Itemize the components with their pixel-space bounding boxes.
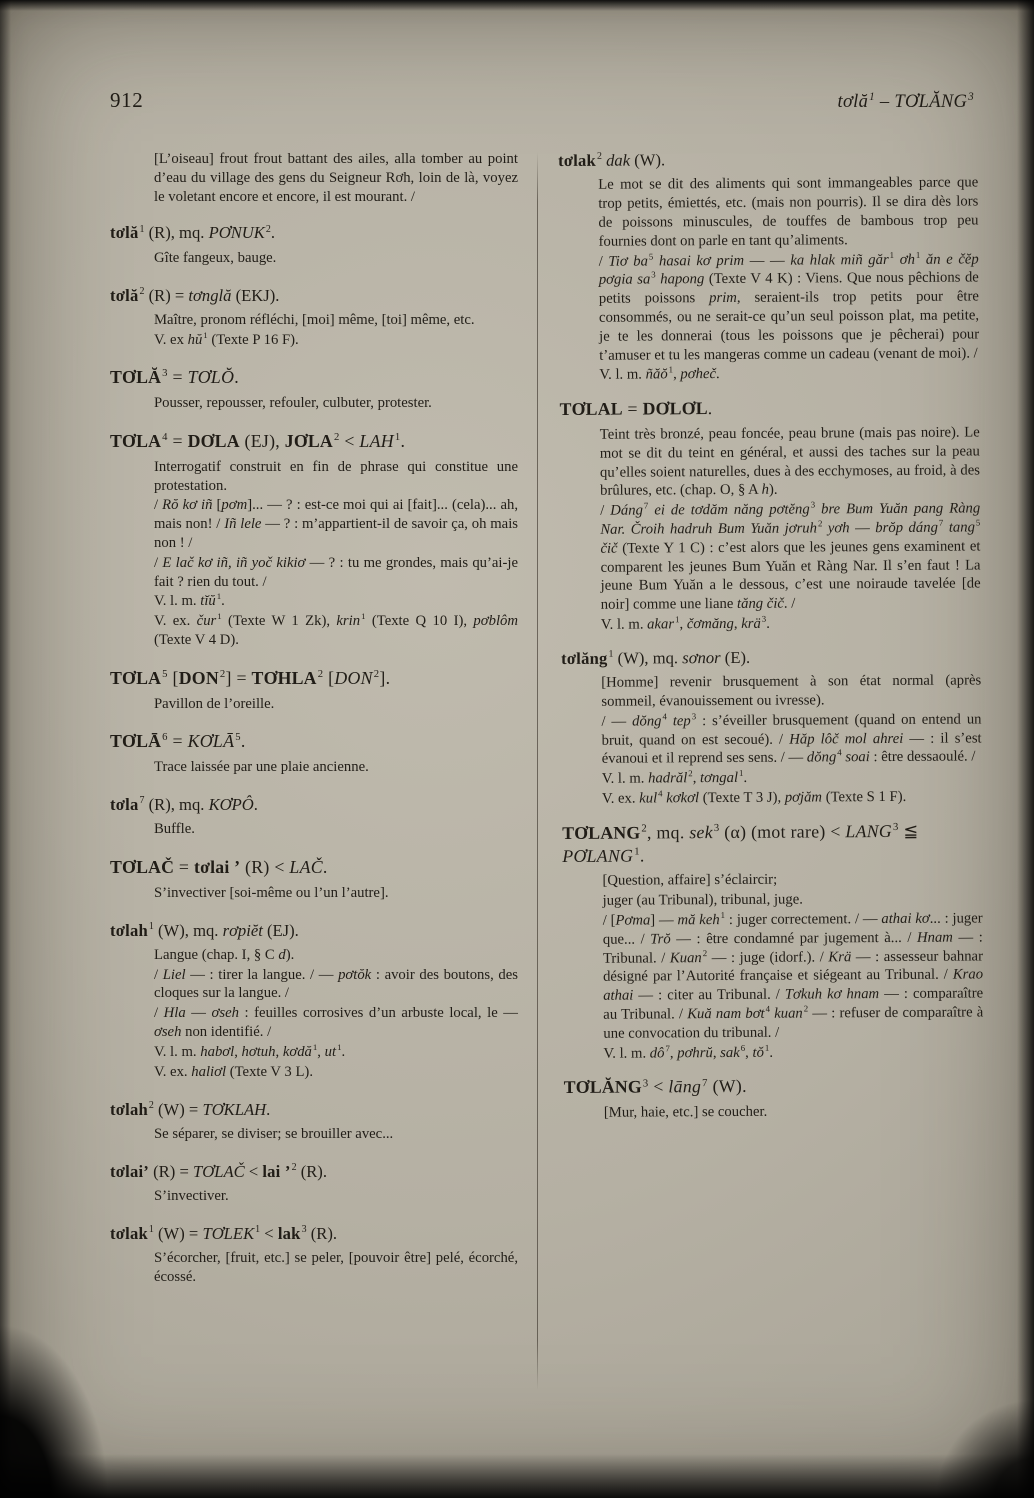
entry-paragraph: Trace laissée par une plaie ancienne. xyxy=(154,759,369,776)
entry-paragraph: [Mur, haie, etc.] se coucher. xyxy=(603,1103,768,1121)
entry-paragraph: Langue (chap. I, § C d). xyxy=(154,946,295,963)
entry-paragraph: V. ex $hŭ^1$ (Texte P 16 F). xyxy=(154,329,299,348)
entry-paragraph: / E lač kơ iñ, iñ yoč kikiơ — ? : tu me grondes, mais qu’ai-je fait ? rien du tout. / xyxy=(154,554,518,590)
entry-paragraph: Se séparer, se diviser; se brouiller avec... xyxy=(154,1125,394,1142)
entry-paragraph: V. l. m. habơl, hơtuh, kơdă$^1$, $ut^1$. xyxy=(154,1041,346,1060)
entry-paragraph: / Liel — : tirer la langue. / — pơtŏk : avoir des boutons, des cloques sur la langue. / xyxy=(154,966,518,1002)
scan-edge-bottom xyxy=(0,1454,1034,1498)
dictionary-entry xyxy=(110,794,518,839)
entry-paragraph: V. l. m. tĭŭ$^1$. xyxy=(154,591,225,610)
dictionary-entry xyxy=(558,147,979,385)
entry-paragraph: / Hla — ơseh : feuilles corrosives d’un arbuste local, le — ơseh non identifié. / xyxy=(154,1005,518,1041)
entry-headword: $TƠLĀ^6$ = $KƠLĀ^5$. xyxy=(110,731,246,752)
dictionary-entry xyxy=(564,1074,984,1123)
left-column xyxy=(110,150,518,1304)
dictionary-entry xyxy=(110,366,518,413)
scan-corner-bottom-right xyxy=(904,1368,1034,1498)
entry-headword: $TƠLĂ^3$ = TƠLŎ. xyxy=(110,367,239,388)
entry-paragraph: Pavillon de l’oreille. xyxy=(154,695,275,712)
column-divider-rule xyxy=(537,152,538,1390)
entry-paragraph: V. ex. haliơl (Texte V 3 L). xyxy=(154,1063,313,1080)
dictionary-entry xyxy=(110,1099,518,1144)
entry-headword: tơlak$^1$ $(W) = TƠLEK^1 < lak^3$ (R). xyxy=(110,1223,338,1243)
entry-paragraph: / [Pơma] — mă keh$^1$ : juger correctement. / — athai kơ... : juger que... / Trŏ — : être condamné par jugement à... / Hnam — : Tribunal. / Kuan$^2$ — : juge (idorf.). / Krä — : assesseur bahnar désigné par l’Autorité française et siégeant au Tribunal. / Krao athai — : citer au Tribunal. / Tơkuh kơ hnam — : comparaître au Tribunal. / Kuă nam bơt$^4$ kuan$^2$ — : refuser de comparaître à une convocation du tribunal. / xyxy=(602,910,984,1042)
right-column xyxy=(558,147,984,1136)
entry-paragraph: S’invectiver. xyxy=(154,1187,229,1204)
dictionary-entry xyxy=(560,396,981,635)
dictionary-entry xyxy=(110,1223,518,1287)
dictionary-entry xyxy=(561,645,982,809)
scan-edge-left xyxy=(0,0,11,1498)
entry-headword: TƠLAL = DƠLƠL. xyxy=(559,398,713,420)
entry-paragraph: juger (au Tribunal), tribunal, juge. xyxy=(602,891,803,909)
entry-paragraph: S’écorcher, [fruit, etc.] se peler, [pouvoir être] pelé, écorché, écossé. xyxy=(154,1249,518,1285)
page-number: 912 xyxy=(110,88,144,112)
entry-paragraph: / Dáng$^7$ ei de tơdăm năng pơtĕng$^3$ bre Bum Yuăn pang Ràng Nar. Čroih hadruh Bum Yuăn jơruh$^2$ yơh — brŏp dáng$^7$ tang$^5$ čič (Texte Y 1 C) : c’est alors que les jeunes gens examinent et comparent les jeunes Bum Yuăn et Ràng Nar. Il s’en faut ! La jeune Bum Yuăn a le dessous, c’est une noiraude tavelée [de noir] comme une liane tăng čič. / xyxy=(600,499,981,613)
dictionary-entry xyxy=(110,285,518,350)
entry-headword: tơlah$^2$ (W) = TƠKLAH. xyxy=(110,1099,271,1119)
entry-paragraph: [Question, affaire] s’éclaircir; xyxy=(602,871,778,890)
dictionary-entry xyxy=(110,920,518,1082)
entry-headword: tơlăng$^1$ (W), mq. sơnor (E). xyxy=(561,647,751,668)
dictionary-entry xyxy=(110,667,518,714)
entry-paragraph: Interrogatif construit en fin de phrase qui constitue une protestation. xyxy=(154,458,518,494)
entry-paragraph: V. l. m. hadrăl$^2$, tơngal$^1$. xyxy=(601,768,748,787)
continuation-paragraph: [L’oiseau] frout frout battant des ailes, alla tomber au point d’eau du village des gens du Seigneur Rơh, loin de là, voyez le voletant encore et encore, il est mourant. / xyxy=(154,151,518,205)
entry-headword: tơlak$^2$ dak (W). xyxy=(558,150,666,170)
entry-paragraph: V. ex. kul$^4$ kơkơl (Texte T 3 J), pơjăm (Texte S 1 F). xyxy=(601,788,907,807)
dictionary-entry xyxy=(110,1161,518,1206)
entry-paragraph: Le mot se dit des aliments qui sont immangeables parce que trop petits, émiettés, etc. (mais non pourris). Il se dira dès lors de poissons minuscules, de touffes de bambous trop peu fournies dont on parle en tant qu’aliments. xyxy=(598,174,979,250)
entry-paragraph: / Tiơ $ba^5$ hasai kơ prim — — ka hlak miñ găr$^1$ $ơh^1$ ăn e čĕp pơgia $sa^3$ hapong (Texte V 4 K) : Viens. Que nous pêchions de petits poissons prim, seraient-ils trop petits pour être consommés, ou ne serait-ce qu’un seul poisson plat, ma petite, je te les donnerai (tous les poissons que je pêcherai) pour t’amuser et tu les mangeras comme un cadeau (venant de moi). / xyxy=(598,249,980,364)
entry-headword: tơlă$^2$ (R) = tơnglă (EKJ). xyxy=(110,285,280,305)
entry-headword: TƠLA$^5$ $[DON^2]$ = $TƠHLA^2$ [DON$^2$]. xyxy=(110,667,391,688)
dictionary-entry xyxy=(110,430,518,650)
entry-paragraph: V. l. m. ñăŏ$^1$, pơheč. xyxy=(599,364,720,384)
entry-headword: tơla$^7$ (R), mq. KƠPÔ. xyxy=(110,794,258,814)
dictionary-entry xyxy=(110,730,518,777)
entry-headword: tơlah$^1$ (W), mq. rơpiĕt (EJ). xyxy=(110,920,299,940)
entry-paragraph: V. ex. čur$^1$ (Texte W 1 Zk), krin$^1$ (Texte Q 10 I), pơblôm (Texte V 4 D). xyxy=(154,611,518,648)
entry-paragraph: [Homme] revenir brusquement à son état normal (après sommeil, évanouissement ou ivresse). xyxy=(601,672,982,710)
scan-edge-right xyxy=(1017,0,1034,1498)
entry-paragraph: Maître, pronom réfléchi, [moi] même, [toi] même, etc. xyxy=(154,311,475,328)
entry-paragraph: / — dŏng$^4$ tep$^3$ : s’éveiller brusquement (quand on entend un bruit, quand on est secoué). / Hăp lôč mol ahrei — : il s’est évanoui et il reprend ses sens. / — dŏng$^4$ soai : être dessaoulé. / xyxy=(601,711,982,768)
entry-headword: $TƠLA^4$ = DƠLA (EJ), $JƠLA^2 < LAH^1$. xyxy=(110,430,406,451)
entry-headword: tơlă$^1$ (R), mq. PƠNUK$^2$. xyxy=(110,223,276,243)
entry-headword: $TƠLĂNG^3$ < lāng$^7$ (W). xyxy=(563,1076,747,1098)
entry-paragraph: Pousser, repousser, refouler, culbuter, protester. xyxy=(154,395,432,412)
dictionary-entry xyxy=(562,819,983,1063)
entry-headword: tơlai’ (R) = TƠLAČ < lai ’$^2$ (R). xyxy=(110,1161,327,1181)
entry-paragraph: S’invectiver [soi-même ou l’un l’autre]. xyxy=(154,884,389,901)
entry-paragraph: Buffle. xyxy=(154,821,195,838)
entry-headword: TƠLAČ = tơlai ’ (R) < LAČ. xyxy=(110,857,328,877)
page-header xyxy=(110,88,974,113)
entry-paragraph: Gîte fangeux, bauge. xyxy=(154,249,277,266)
dictionary-entry xyxy=(110,222,518,267)
entry-paragraph: / Rŏ kơ iñ [pơm]... — ? : est-ce moi qui ai [fait]... (cela)... ah, mais non! / Iñ lele — ? : m’appartient-il de savoir ça, oh mais non ! / xyxy=(154,497,518,551)
dictionary-entry xyxy=(110,856,518,903)
entry-headword: TƠLANG$^2$, mq. sek$^3$ (α) (mot rare) < $LANG^3$ ≦ PƠLANG$^1$. xyxy=(562,820,919,866)
scan-edge-top xyxy=(0,0,1034,11)
entry-paragraph: Teint très bronzé, peau foncée, peau brune (mais pas noire). Le mot se dit du teint en général, et aussi des taches sur la peau qu’elles soient naturelles, dues à des ecchymoses, au froid, à des brûlures, etc. (chap. O, § A h). xyxy=(599,424,981,500)
entry-paragraph: V. l. m. akar$^1$, čơmăng, krä$^3$. xyxy=(600,613,770,633)
entry-paragraph: V. l. m. $dô^7$, pơhrŭ, sak$^6$, $tŏ^1$. xyxy=(603,1042,774,1062)
running-head: tơlă$^1$ – TƠLĂNG$^3$ xyxy=(837,90,974,112)
